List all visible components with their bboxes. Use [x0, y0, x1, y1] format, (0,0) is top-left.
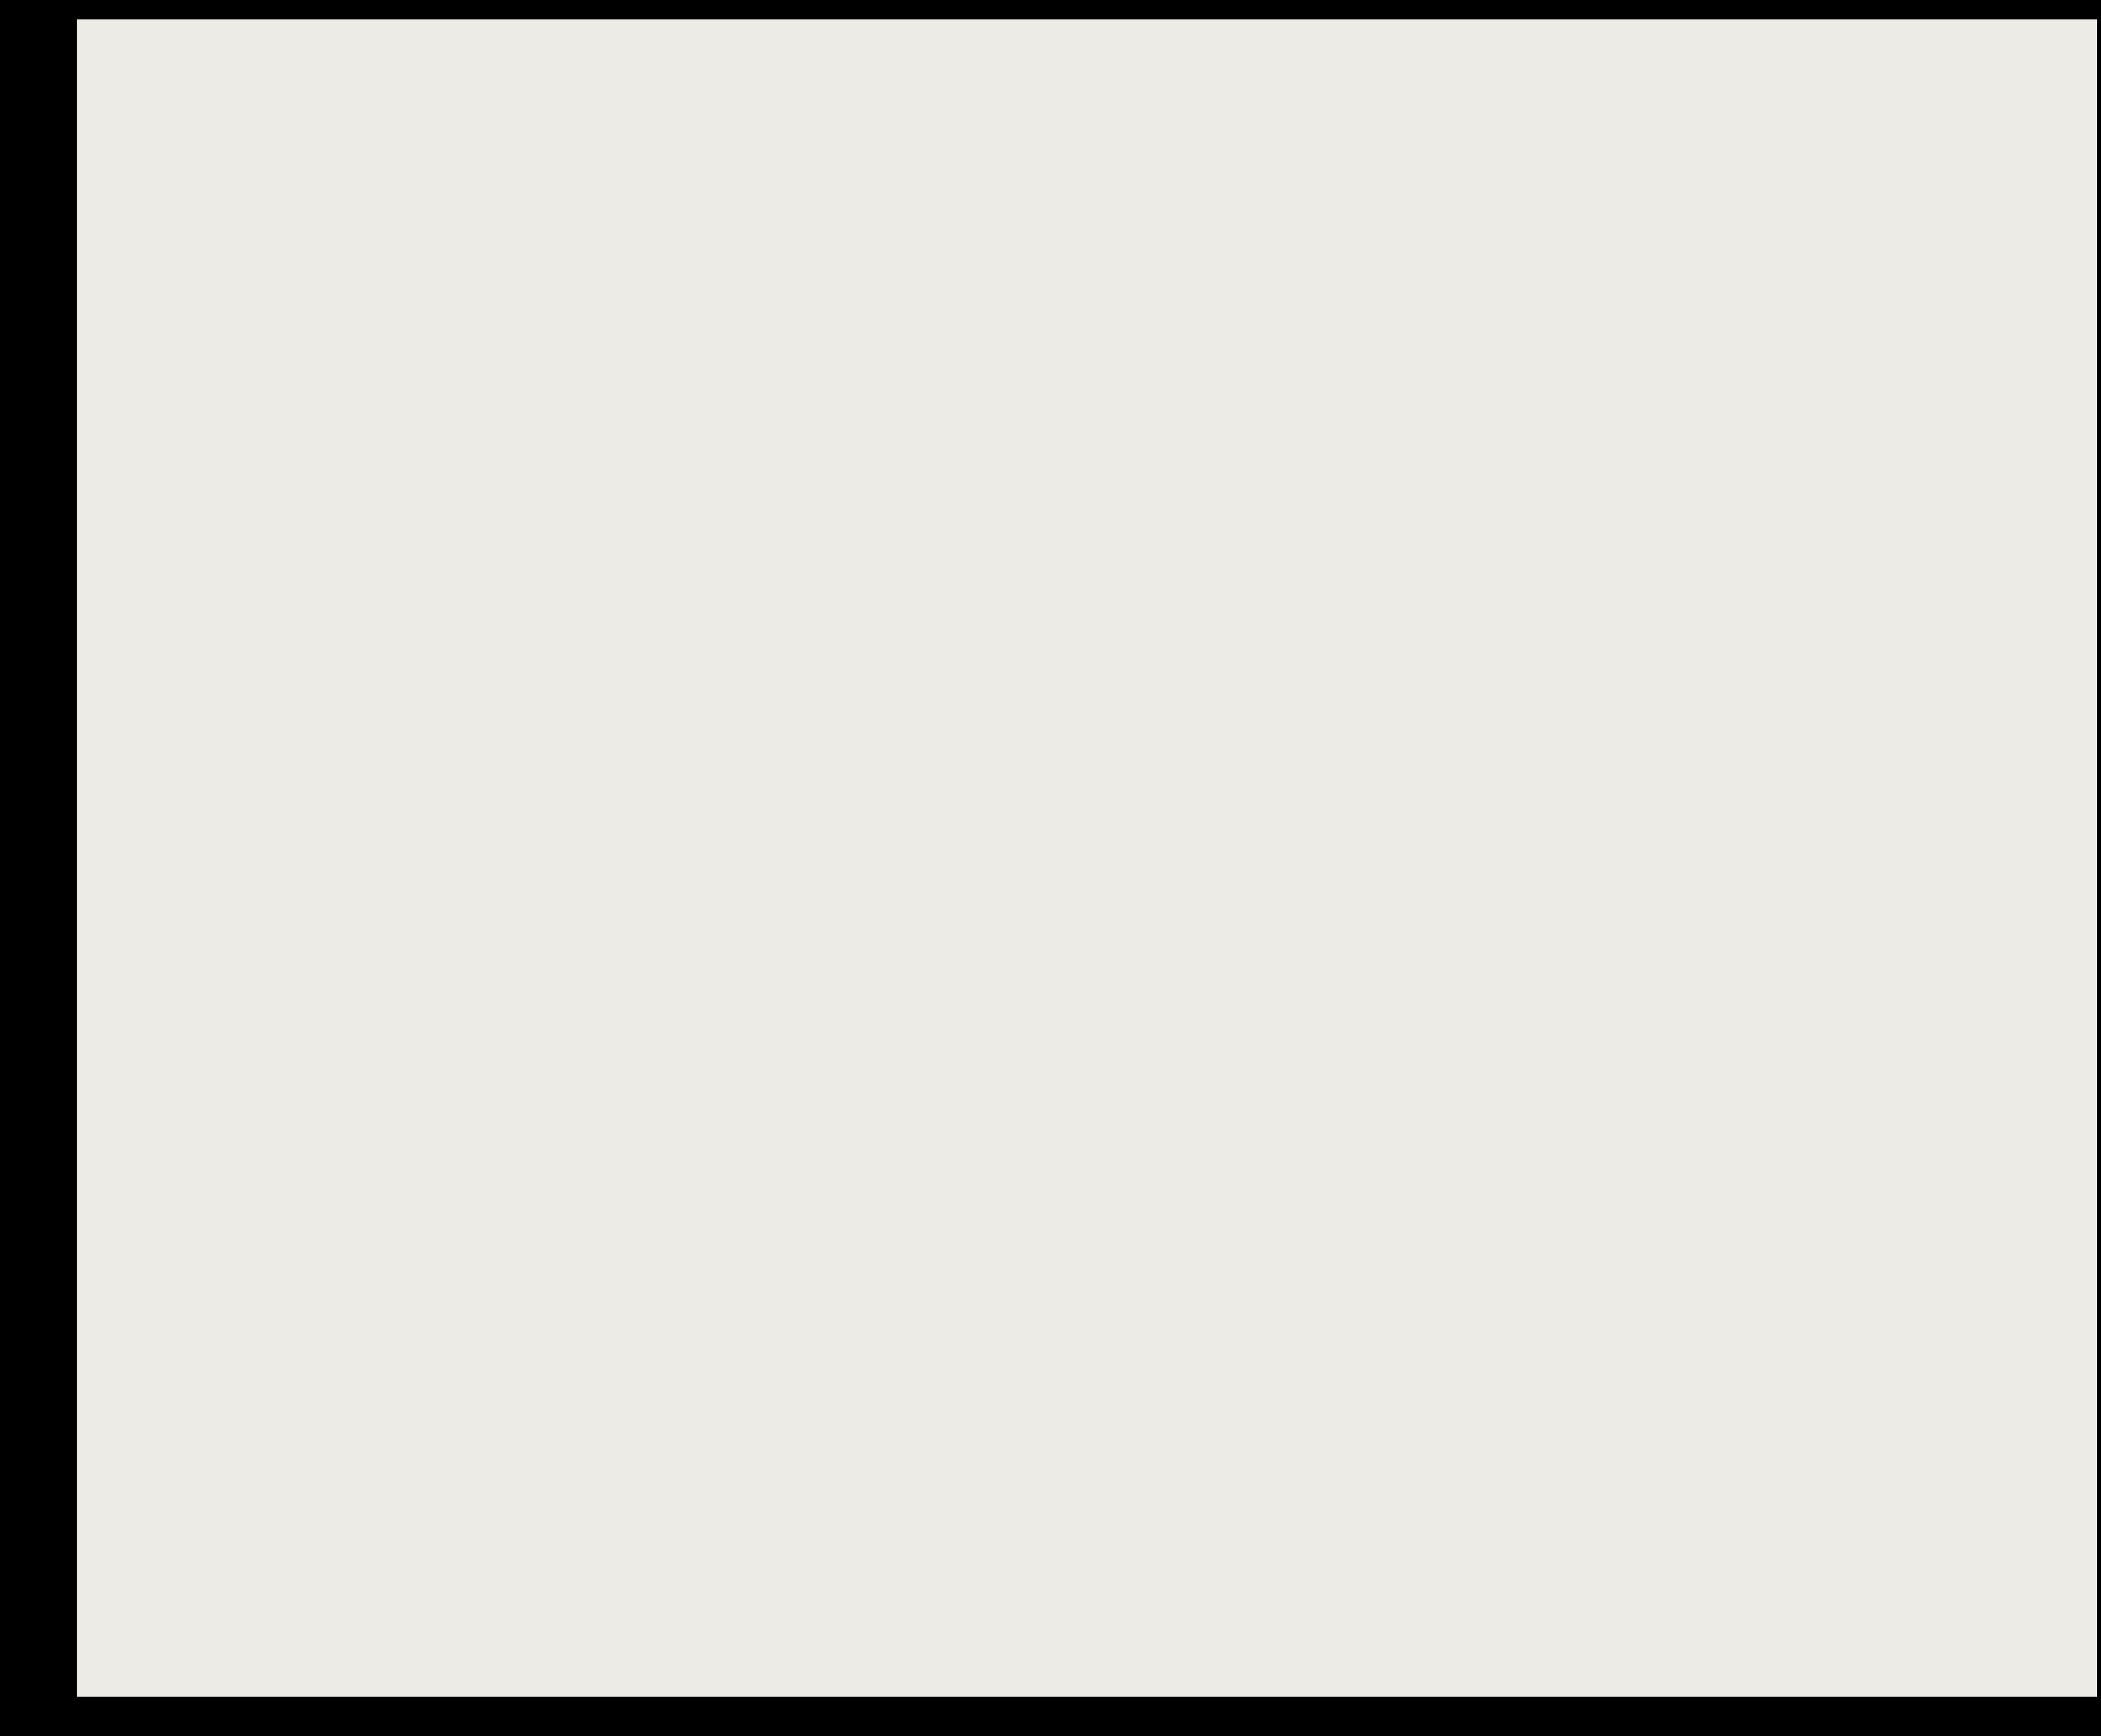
manifest-sheet [77, 19, 2097, 1697]
